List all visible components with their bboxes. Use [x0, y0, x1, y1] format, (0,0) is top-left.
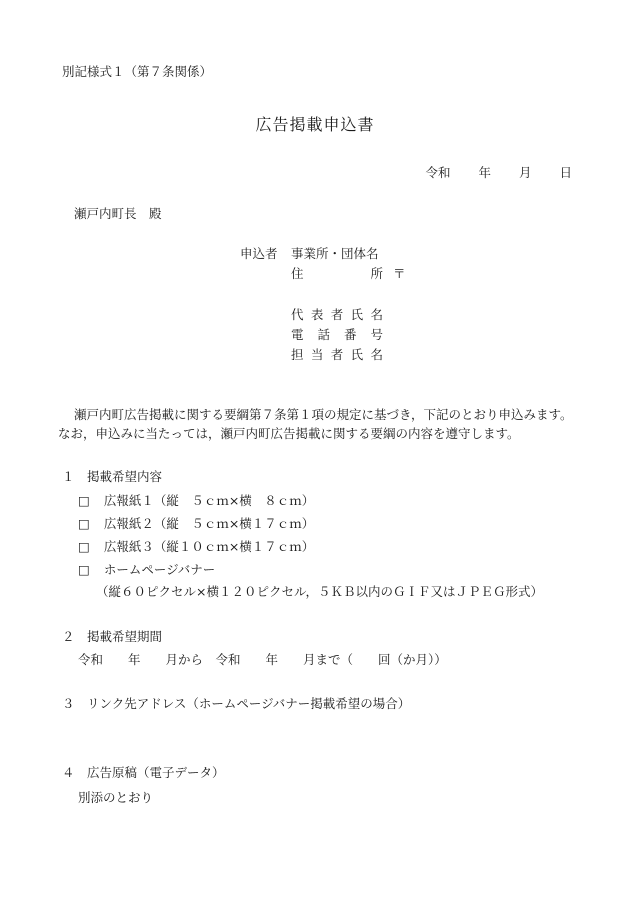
list-item	[78, 518, 314, 531]
date-month: 月	[518, 165, 532, 180]
item-label: 広報紙２（縦 ５ｃｍ×横１７ｃｍ）	[103, 516, 315, 531]
address-label: 住所	[291, 266, 383, 281]
date-era: 令和	[425, 165, 451, 180]
representative-label: 代表者氏名	[291, 307, 383, 322]
application-statement: 瀬戸内町広告掲載に関する要綱第７条第１項の規定に基づき，下記のとおり申込みます。なお，申込みに当たっては，瀬戸内町広告掲載に関する要綱の内容を遵守します。	[58, 407, 573, 441]
date-line	[425, 167, 572, 180]
phone-label: 電話番号	[291, 327, 383, 342]
section-3-heading: ３ リンク先アドレス（ホームページバナー掲載希望の場合）	[62, 696, 411, 711]
contact-row	[291, 349, 383, 362]
section-2-heading: ２ 掲載希望期間	[62, 629, 163, 644]
date-year: 年	[478, 165, 491, 180]
item-label: 広報紙３（縦１０ｃｍ×横１７ｃｍ）	[103, 539, 315, 554]
address-row	[291, 268, 406, 281]
checkbox-icon[interactable]: □	[78, 562, 90, 577]
form-number-label: 別記様式１（第７条関係）	[62, 64, 213, 79]
representative-row	[291, 309, 383, 322]
business-name-label: 事業所・団体名	[291, 246, 379, 261]
list-item	[78, 564, 215, 577]
checkbox-icon[interactable]: □	[78, 539, 90, 554]
checkbox-icon[interactable]: □	[78, 516, 90, 531]
applicant-label: 申込者	[240, 246, 278, 261]
banner-spec-note: （縦６０ピクセル×横１２０ピクセル，５ＫＢ以内のＧＩＦ又はＪＰＥＧ形式）	[96, 584, 543, 599]
list-item	[78, 541, 314, 554]
phone-row	[291, 329, 383, 342]
contact-person-label: 担当者氏名	[291, 347, 383, 362]
item-label: ホームページバナー	[103, 562, 216, 577]
period-line: 令和 年 月から 令和 年 月まで（ 回（か月））	[78, 652, 447, 667]
section-1-heading: １ 掲載希望内容	[62, 469, 163, 484]
list-item	[78, 495, 314, 508]
checkbox-icon[interactable]: □	[78, 493, 90, 508]
item-label: 広報紙１（縦 ５ｃｍ×横 ８ｃｍ）	[103, 493, 315, 508]
postal-mark: 〒	[392, 266, 406, 281]
attachment-note: 別添のとおり	[78, 790, 154, 805]
document-title: 広告掲載申込書	[255, 115, 375, 134]
addressee: 瀬戸内町長 殿	[74, 206, 162, 221]
section-4-heading: ４ 広告原稿（電子データ）	[62, 765, 225, 780]
date-day: 日	[559, 165, 572, 180]
